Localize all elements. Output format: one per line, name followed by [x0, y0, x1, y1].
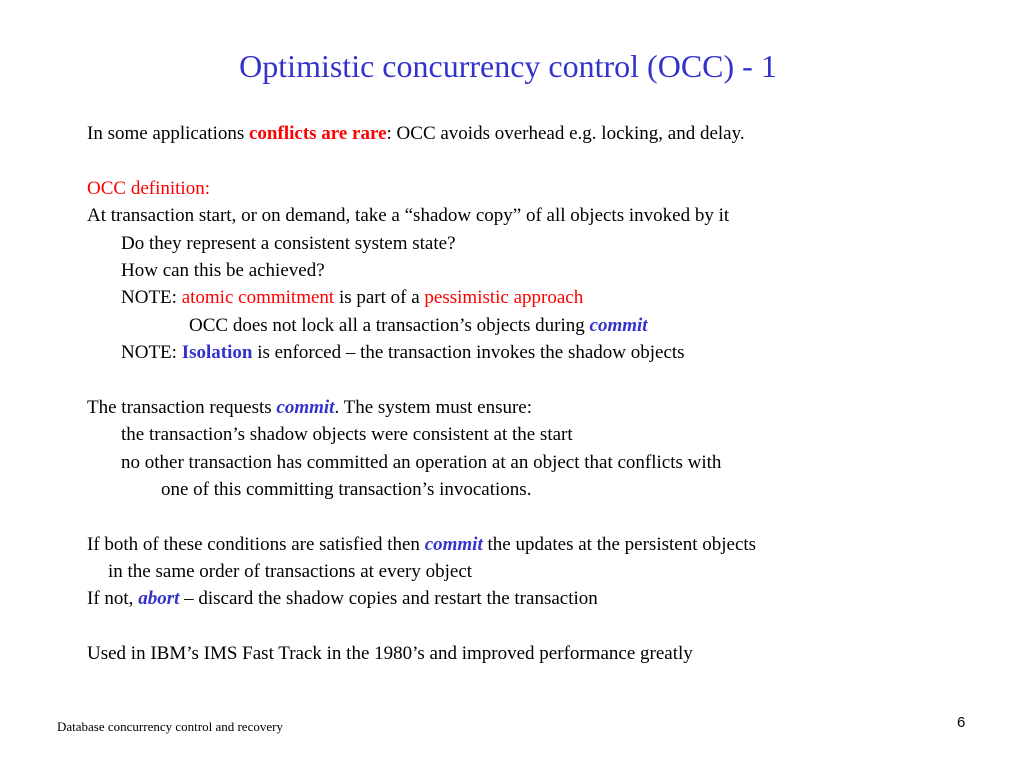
definition-line: At transaction start, or on demand, take a “shadow copy” of all objects invoked by it	[87, 205, 730, 226]
conditions-prefix: If both of these conditions are satisfied then	[87, 534, 425, 555]
conditions-line2: in the same order of transactions at every object	[108, 561, 473, 582]
footer-text: Database concurrency control and recovery	[57, 719, 283, 734]
slide-title: Optimistic concurrency control (OCC) - 1	[239, 48, 777, 84]
occ-lock-term: commit	[589, 315, 648, 336]
requests-line	[87, 397, 532, 419]
note-atomic-commitment	[121, 287, 583, 309]
note2-prefix: NOTE:	[121, 342, 182, 363]
note1-mid: is part of a	[334, 287, 425, 308]
requests-term: commit	[276, 397, 335, 418]
occ-lock-text: OCC does not lock all a transaction’s objects during	[189, 315, 590, 336]
note1-prefix: NOTE:	[121, 287, 182, 308]
occ-lock-line	[189, 315, 648, 337]
question-achieved: How can this be achieved?	[121, 260, 325, 281]
note2-term: Isolation	[181, 342, 253, 363]
note-isolation	[121, 342, 685, 364]
note1-term-pessimistic: pessimistic approach	[424, 287, 584, 308]
requests-prefix: The transaction requests	[87, 397, 277, 418]
conditions-term: commit	[424, 534, 483, 555]
abort-suffix: – discard the shadow copies and restart the transaction	[179, 588, 598, 609]
condition-no-conflict-cont: one of this committing transaction’s invocations.	[161, 479, 532, 500]
definition-heading: OCC definition:	[87, 178, 210, 199]
conditions-suffix: the updates at the persistent objects	[482, 534, 757, 555]
page-number: 6	[957, 714, 966, 731]
intro-line	[87, 123, 745, 145]
note2-suffix: is enforced – the transaction invokes the shadow objects	[252, 342, 685, 363]
note1-term-atomic: atomic commitment	[181, 287, 335, 308]
abort-line	[87, 588, 598, 610]
intro-suffix: : OCC avoids overhead e.g. locking, and delay.	[386, 123, 745, 144]
abort-term: abort	[138, 588, 180, 609]
condition-no-conflict: no other transaction has committed an operation at an object that conflicts with	[121, 452, 722, 473]
abort-prefix: If not,	[87, 588, 139, 609]
intro-prefix: In some applications	[87, 123, 249, 144]
intro-highlight: conflicts are rare	[249, 123, 387, 144]
used-line: Used in IBM’s IMS Fast Track in the 1980’s and improved performance greatly	[87, 643, 693, 664]
condition-shadow-consistent: the transaction’s shadow objects were consistent at the start	[121, 424, 573, 445]
requests-suffix: . The system must ensure:	[334, 397, 533, 418]
question-consistent: Do they represent a consistent system state?	[121, 233, 456, 254]
conditions-line	[87, 534, 756, 556]
